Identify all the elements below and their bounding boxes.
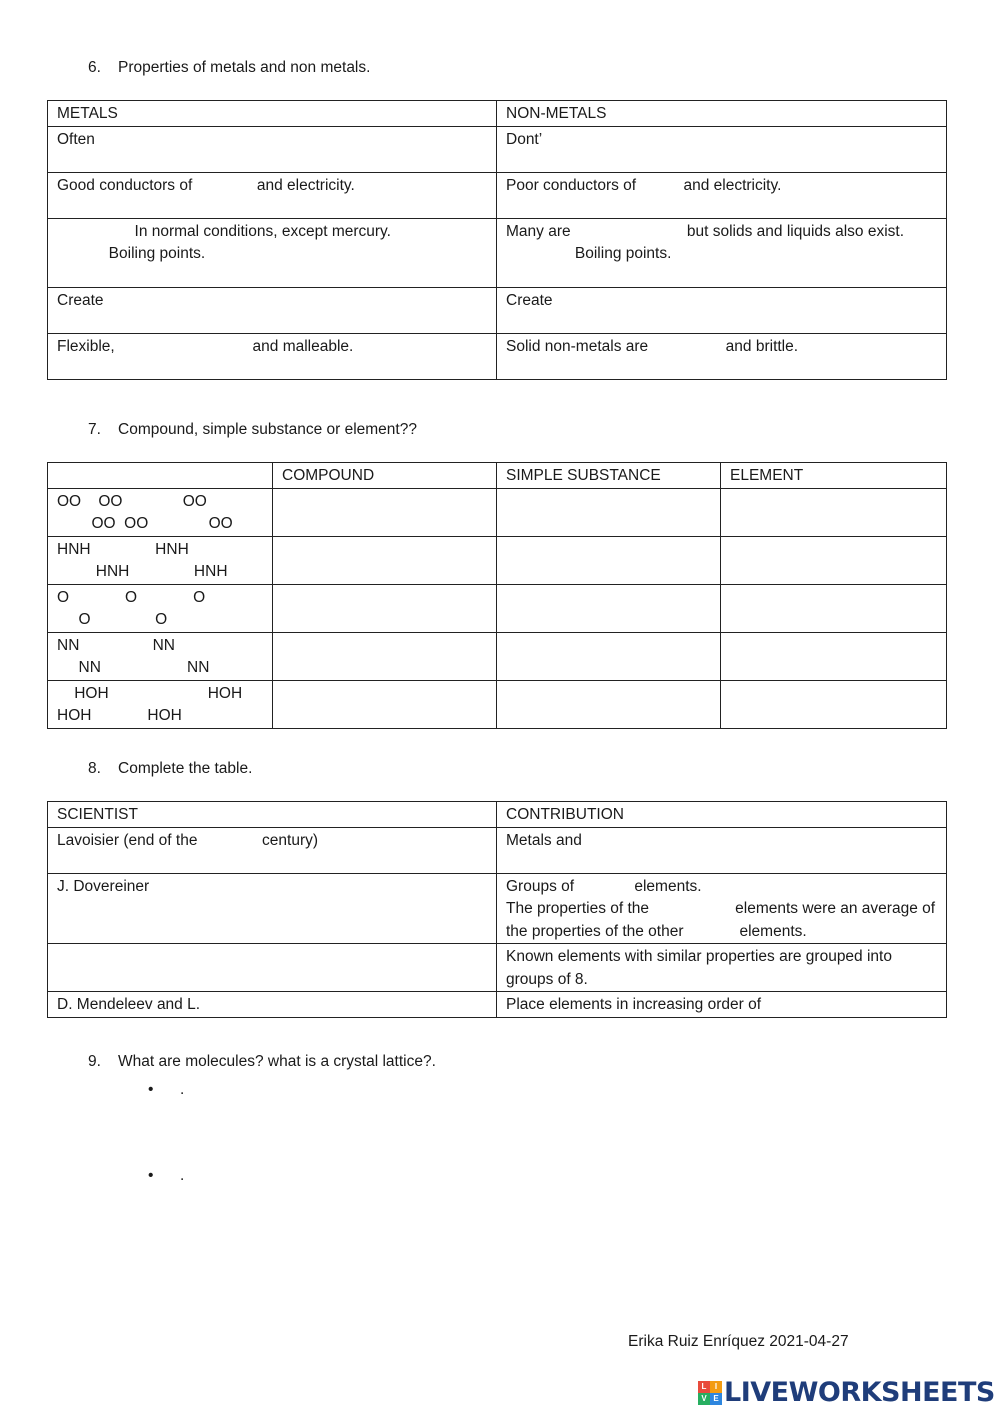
element-answer-cell[interactable] [721, 632, 947, 680]
metals-cell: Flexible, and malleable. [48, 333, 497, 379]
table-row [48, 992, 947, 1018]
scientist-answer-cell[interactable] [48, 944, 497, 992]
header-metals: METALS [48, 101, 497, 127]
table-header-row [48, 463, 947, 489]
scientists-table [47, 801, 947, 1018]
header-blank [48, 463, 273, 489]
question-8-title [88, 760, 252, 778]
header-element: ELEMENT [721, 463, 947, 489]
question-text: Compound, simple substance or element?? [118, 421, 417, 438]
metals-nonmetals-table [47, 100, 947, 380]
question-number: 7. [88, 421, 101, 438]
header-contribution: CONTRIBUTION [497, 802, 947, 828]
question-number: 8. [88, 760, 101, 777]
header-scientist: SCIENTIST [48, 802, 497, 828]
table-row [48, 333, 947, 379]
nonmetals-cell: Solid non-metals are and brittle. [497, 333, 947, 379]
scientist-cell: J. Dovereiner [48, 873, 497, 944]
logo-mark-letter: I [710, 1381, 722, 1393]
metals-cell: Good conductors of and electricity. [48, 172, 497, 218]
question-text: Complete the table. [118, 760, 253, 777]
compound-answer-cell[interactable] [273, 632, 497, 680]
scientist-cell: Lavoisier (end of the century) [48, 827, 497, 873]
header-simple-substance: SIMPLE SUBSTANCE [497, 463, 721, 489]
contribution-cell: Groups of elements. The properties of the elements were an average of the properties of the other elements. [497, 873, 947, 944]
liveworksheets-logo-icon [698, 1381, 722, 1405]
compound-answer-cell[interactable] [273, 680, 497, 728]
table-row [48, 680, 947, 728]
molecule-diagram-cell: NN NN NN NN [48, 632, 273, 680]
logo-text: LIVEWORKSHEETS [724, 1377, 995, 1408]
compound-answer-cell[interactable] [273, 584, 497, 632]
molecule-diagram-cell: HNH HNH HNH HNH [48, 536, 273, 584]
table-row [48, 126, 947, 172]
metals-cell: Often [48, 126, 497, 172]
question-text: What are molecules? what is a crystal lattice?. [118, 1053, 436, 1070]
molecule-diagram-cell: HOH HOH HOH HOH [48, 680, 273, 728]
logo-mark-letter: V [698, 1393, 710, 1405]
simple-substance-answer-cell[interactable] [497, 488, 721, 536]
logo-mark-letter: E [710, 1393, 722, 1405]
table-row [48, 873, 947, 944]
nonmetals-cell: Dont’ [497, 126, 947, 172]
bullet-icon: • [148, 1167, 154, 1184]
element-answer-cell[interactable] [721, 536, 947, 584]
contribution-cell: Place elements in increasing order of [497, 992, 947, 1018]
table-row [48, 488, 947, 536]
element-answer-cell[interactable] [721, 488, 947, 536]
question-7-title [88, 421, 417, 439]
header-compound: COMPOUND [273, 463, 497, 489]
compound-answer-cell[interactable] [273, 488, 497, 536]
logo-mark-letter: L [698, 1381, 710, 1393]
molecule-diagram-cell: OO OO OO OO OO OO [48, 488, 273, 536]
simple-substance-answer-cell[interactable] [497, 680, 721, 728]
answer-bullet-2[interactable] [148, 1167, 184, 1185]
simple-substance-answer-cell[interactable] [497, 536, 721, 584]
table-header-row [48, 802, 947, 828]
table-row [48, 827, 947, 873]
question-6-title [88, 59, 370, 77]
liveworksheets-logo [698, 1377, 995, 1408]
bullet-icon: • [148, 1081, 154, 1098]
nonmetals-cell: Create [497, 287, 947, 333]
element-answer-cell[interactable] [721, 584, 947, 632]
compound-answer-cell[interactable] [273, 536, 497, 584]
table-header-row [48, 101, 947, 127]
simple-substance-answer-cell[interactable] [497, 632, 721, 680]
metals-cell: In normal conditions, except mercury. Boiling points. [48, 218, 497, 287]
question-number: 6. [88, 59, 101, 76]
bullet-text: . [180, 1167, 185, 1184]
nonmetals-cell: Many are but solids and liquids also exist. Boiling points. [497, 218, 947, 287]
header-nonmetals: NON-METALS [497, 101, 947, 127]
table-row [48, 172, 947, 218]
answer-bullet-1[interactable] [148, 1081, 184, 1099]
molecule-diagram-cell: O O O O O [48, 584, 273, 632]
contribution-cell: Metals and [497, 827, 947, 873]
table-row [48, 218, 947, 287]
table-row [48, 536, 947, 584]
question-9-title [88, 1053, 436, 1071]
table-row [48, 287, 947, 333]
nonmetals-cell: Poor conductors of and electricity. [497, 172, 947, 218]
table-row [48, 944, 947, 992]
question-number: 9. [88, 1053, 101, 1070]
bullet-text: . [180, 1081, 185, 1098]
simple-substance-answer-cell[interactable] [497, 584, 721, 632]
question-text: Properties of metals and non metals. [118, 59, 371, 76]
classification-table [47, 462, 947, 729]
table-row [48, 584, 947, 632]
author-footer: Erika Ruiz Enríquez 2021-04-27 [628, 1333, 849, 1350]
table-row [48, 632, 947, 680]
scientist-cell: D. Mendeleev and L. [48, 992, 497, 1018]
metals-cell: Create [48, 287, 497, 333]
element-answer-cell[interactable] [721, 680, 947, 728]
contribution-cell: Known elements with similar properties are grouped into groups of 8. [497, 944, 947, 992]
